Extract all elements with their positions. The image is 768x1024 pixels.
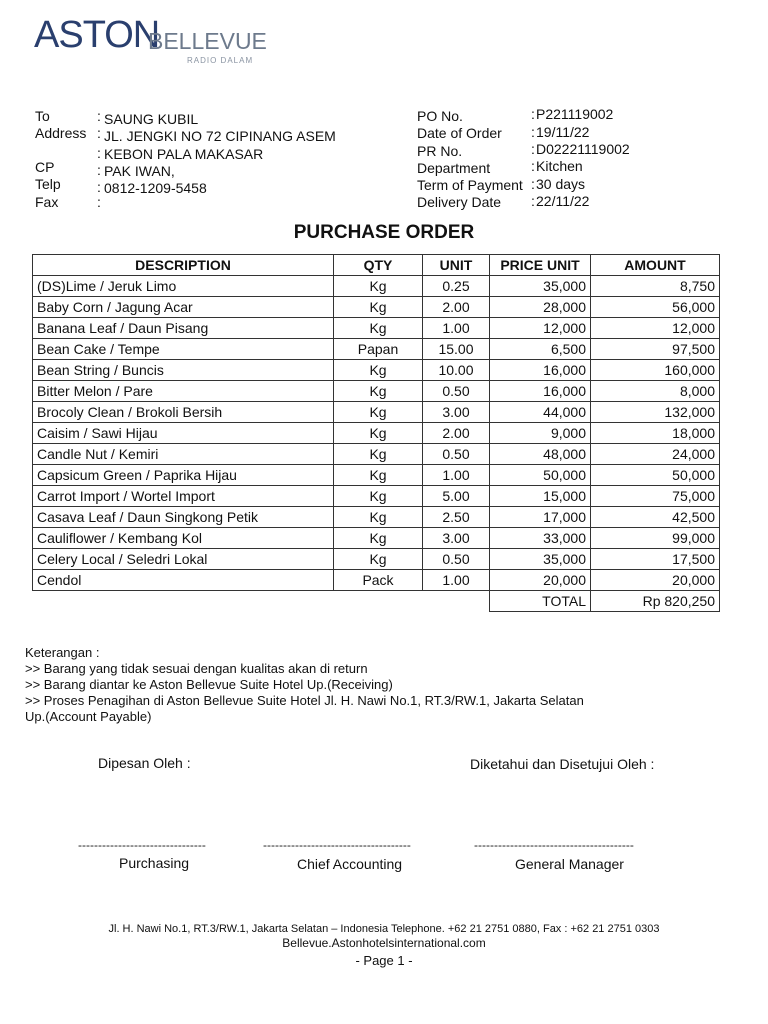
cell-amount: 42,500 [591, 507, 720, 528]
cell-price-unit: 44,000 [490, 402, 591, 423]
cell-price-unit: 9,000 [490, 423, 591, 444]
total-row [33, 591, 720, 612]
cell-amount: 12,000 [591, 318, 720, 339]
chief-accounting-label: Chief Accounting [297, 856, 403, 872]
table-header-row [33, 255, 720, 276]
table-row [33, 528, 720, 549]
label-delivery-date: Delivery Date [417, 194, 502, 210]
cell-price-unit: 16,000 [490, 381, 591, 402]
cell-description: Brocoly Clean / Brokoli Bersih [33, 402, 334, 423]
logo-brand: ASTON [34, 14, 160, 56]
cell-description: Bean String / Buncis [33, 360, 334, 381]
cell-description: Caisim / Sawi Hijau [33, 423, 334, 444]
delivery-date: 22/11/22 [536, 193, 590, 209]
note-line: >> Proses Penagihan di Aston Bellevue Suite Hotel Jl. H. Nawi No.1, RT.3/RW.1, Jakarta Selatan [25, 693, 584, 708]
header-price-unit: PRICE UNIT [490, 255, 591, 276]
approved-by-label: Diketahui dan Disetujui Oleh : [470, 756, 655, 772]
label-cp: CP [35, 159, 55, 175]
recipient-telp: 0812-1209-5458 [104, 180, 207, 196]
cell-qty: Kg [334, 486, 423, 507]
cell-qty: Kg [334, 297, 423, 318]
notes-heading: Keterangan : [25, 645, 100, 660]
note-line: Up.(Account Payable) [25, 709, 152, 724]
signature-line: ---------------------------------------- [474, 838, 634, 852]
table-row [33, 507, 720, 528]
cell-description: (DS)Lime / Jeruk Limo [33, 276, 334, 297]
cell-unit: 1.00 [423, 570, 490, 591]
recipient-address-line2: KEBON PALA MAKASAR [104, 146, 264, 162]
cell-qty: Kg [334, 402, 423, 423]
cell-unit: 0.50 [423, 549, 490, 570]
cell-unit: 1.00 [423, 318, 490, 339]
table-body [33, 276, 720, 591]
label-date-of-order: Date of Order [417, 125, 502, 141]
cell-amount: 8,000 [591, 381, 720, 402]
cell-description: Celery Local / Seledri Lokal [33, 549, 334, 570]
cell-amount: 97,500 [591, 339, 720, 360]
cell-amount: 50,000 [591, 465, 720, 486]
cell-unit: 0.25 [423, 276, 490, 297]
cell-description: Cendol [33, 570, 334, 591]
label-po-no: PO No. [417, 108, 463, 124]
table-row [33, 339, 720, 360]
cell-unit: 0.50 [423, 444, 490, 465]
signature-line: -------------------------------- [78, 838, 206, 852]
table-row [33, 423, 720, 444]
cell-unit: 3.00 [423, 402, 490, 423]
label-to: To [35, 108, 50, 124]
cell-price-unit: 50,000 [490, 465, 591, 486]
table-row [33, 486, 720, 507]
page-number: - Page 1 - [355, 953, 413, 968]
footer-address: Jl. H. Nawi No.1, RT.3/RW.1, Jakarta Selatan – Indonesia Telephone. +62 21 2751 0880, Fax : +62 21 2751 0303 [108, 923, 660, 935]
cell-qty: Kg [334, 381, 423, 402]
cell-description: Carrot Import / Wortel Import [33, 486, 334, 507]
header-amount: AMOUNT [591, 255, 720, 276]
total-label: TOTAL [490, 591, 591, 612]
cell-amount: 160,000 [591, 360, 720, 381]
label-department: Department [417, 160, 491, 176]
cell-qty: Kg [334, 507, 423, 528]
cell-unit: 2.00 [423, 423, 490, 444]
note-line: >> Barang diantar ke Aston Bellevue Suite Hotel Up.(Receiving) [25, 677, 393, 692]
purchase-order-table [32, 254, 720, 612]
date-of-order: 19/11/22 [536, 124, 590, 140]
cell-price-unit: 12,000 [490, 318, 591, 339]
cell-qty: Kg [334, 423, 423, 444]
table-row [33, 402, 720, 423]
footer-website: Bellevue.Astonhotelsinternational.com [282, 936, 486, 950]
cell-description: Candle Nut / Kemiri [33, 444, 334, 465]
table-row [33, 444, 720, 465]
cell-description: Bitter Melon / Pare [33, 381, 334, 402]
cell-unit: 3.00 [423, 528, 490, 549]
table-row [33, 297, 720, 318]
cell-price-unit: 48,000 [490, 444, 591, 465]
table-row [33, 570, 720, 591]
total-value: Rp 820,250 [591, 591, 720, 612]
cell-amount: 8,750 [591, 276, 720, 297]
page-title: PURCHASE ORDER [293, 222, 475, 243]
label-term-of-payment: Term of Payment [417, 177, 523, 193]
cell-price-unit: 20,000 [490, 570, 591, 591]
term-of-payment: 30 days [536, 176, 586, 192]
table-row [33, 276, 720, 297]
cell-price-unit: 16,000 [490, 360, 591, 381]
cell-unit: 1.00 [423, 465, 490, 486]
cell-description: Baby Corn / Jagung Acar [33, 297, 334, 318]
cell-amount: 75,000 [591, 486, 720, 507]
label-fax: Fax [35, 194, 59, 210]
cell-description: Cauliflower / Kembang Kol [33, 528, 334, 549]
cell-unit: 2.00 [423, 297, 490, 318]
cell-amount: 17,500 [591, 549, 720, 570]
recipient-cp: PAK IWAN, [104, 163, 175, 179]
cell-amount: 24,000 [591, 444, 720, 465]
header-unit: UNIT [423, 255, 490, 276]
cell-price-unit: 28,000 [490, 297, 591, 318]
cell-qty: Kg [334, 444, 423, 465]
pr-number: D02221119002 [536, 141, 630, 157]
cell-qty: Kg [334, 549, 423, 570]
cell-unit: 15.00 [423, 339, 490, 360]
table-row [33, 360, 720, 381]
cell-price-unit: 33,000 [490, 528, 591, 549]
cell-price-unit: 15,000 [490, 486, 591, 507]
note-line: >> Barang yang tidak sesuai dengan kualitas akan di return [25, 661, 368, 676]
table-row [33, 465, 720, 486]
table-row [33, 381, 720, 402]
cell-qty: Pack [334, 570, 423, 591]
cell-price-unit: 35,000 [490, 549, 591, 570]
cell-unit: 10.00 [423, 360, 490, 381]
header-qty: QTY [334, 255, 423, 276]
cell-qty: Papan [334, 339, 423, 360]
logo-subtitle: RADIO DALAM [187, 56, 254, 65]
cell-unit: 0.50 [423, 381, 490, 402]
cell-amount: 20,000 [591, 570, 720, 591]
header-description: DESCRIPTION [33, 255, 334, 276]
cell-qty: Kg [334, 318, 423, 339]
general-manager-label: General Manager [515, 856, 624, 872]
cell-price-unit: 17,000 [490, 507, 591, 528]
cell-qty: Kg [334, 465, 423, 486]
table-row [33, 549, 720, 570]
cell-amount: 132,000 [591, 402, 720, 423]
label-telp: Telp [35, 176, 61, 192]
cell-qty: Kg [334, 360, 423, 381]
cell-unit: 5.00 [423, 486, 490, 507]
po-number: P221119002 [536, 106, 614, 122]
cell-amount: 99,000 [591, 528, 720, 549]
cell-qty: Kg [334, 528, 423, 549]
cell-qty: Kg [334, 276, 423, 297]
signature-line: ------------------------------------- [263, 838, 411, 852]
recipient-name: SAUNG KUBIL [104, 111, 199, 127]
table-row [33, 318, 720, 339]
cell-amount: 18,000 [591, 423, 720, 444]
logo-name: BELLEVUE [148, 28, 267, 54]
cell-description: Banana Leaf / Daun Pisang [33, 318, 334, 339]
label-address: Address [35, 125, 87, 141]
cell-description: Bean Cake / Tempe [33, 339, 334, 360]
ordered-by-label: Dipesan Oleh : [98, 755, 191, 771]
cell-description: Casava Leaf / Daun Singkong Petik [33, 507, 334, 528]
purchasing-label: Purchasing [119, 855, 190, 871]
cell-unit: 2.50 [423, 507, 490, 528]
label-pr-no: PR No. [417, 143, 463, 159]
department: Kitchen [536, 158, 583, 174]
cell-description: Capsicum Green / Paprika Hijau [33, 465, 334, 486]
recipient-address-line1: JL. JENGKI NO 72 CIPINANG ASEM [104, 128, 336, 144]
cell-price-unit: 6,500 [490, 339, 591, 360]
cell-amount: 56,000 [591, 297, 720, 318]
cell-price-unit: 35,000 [490, 276, 591, 297]
